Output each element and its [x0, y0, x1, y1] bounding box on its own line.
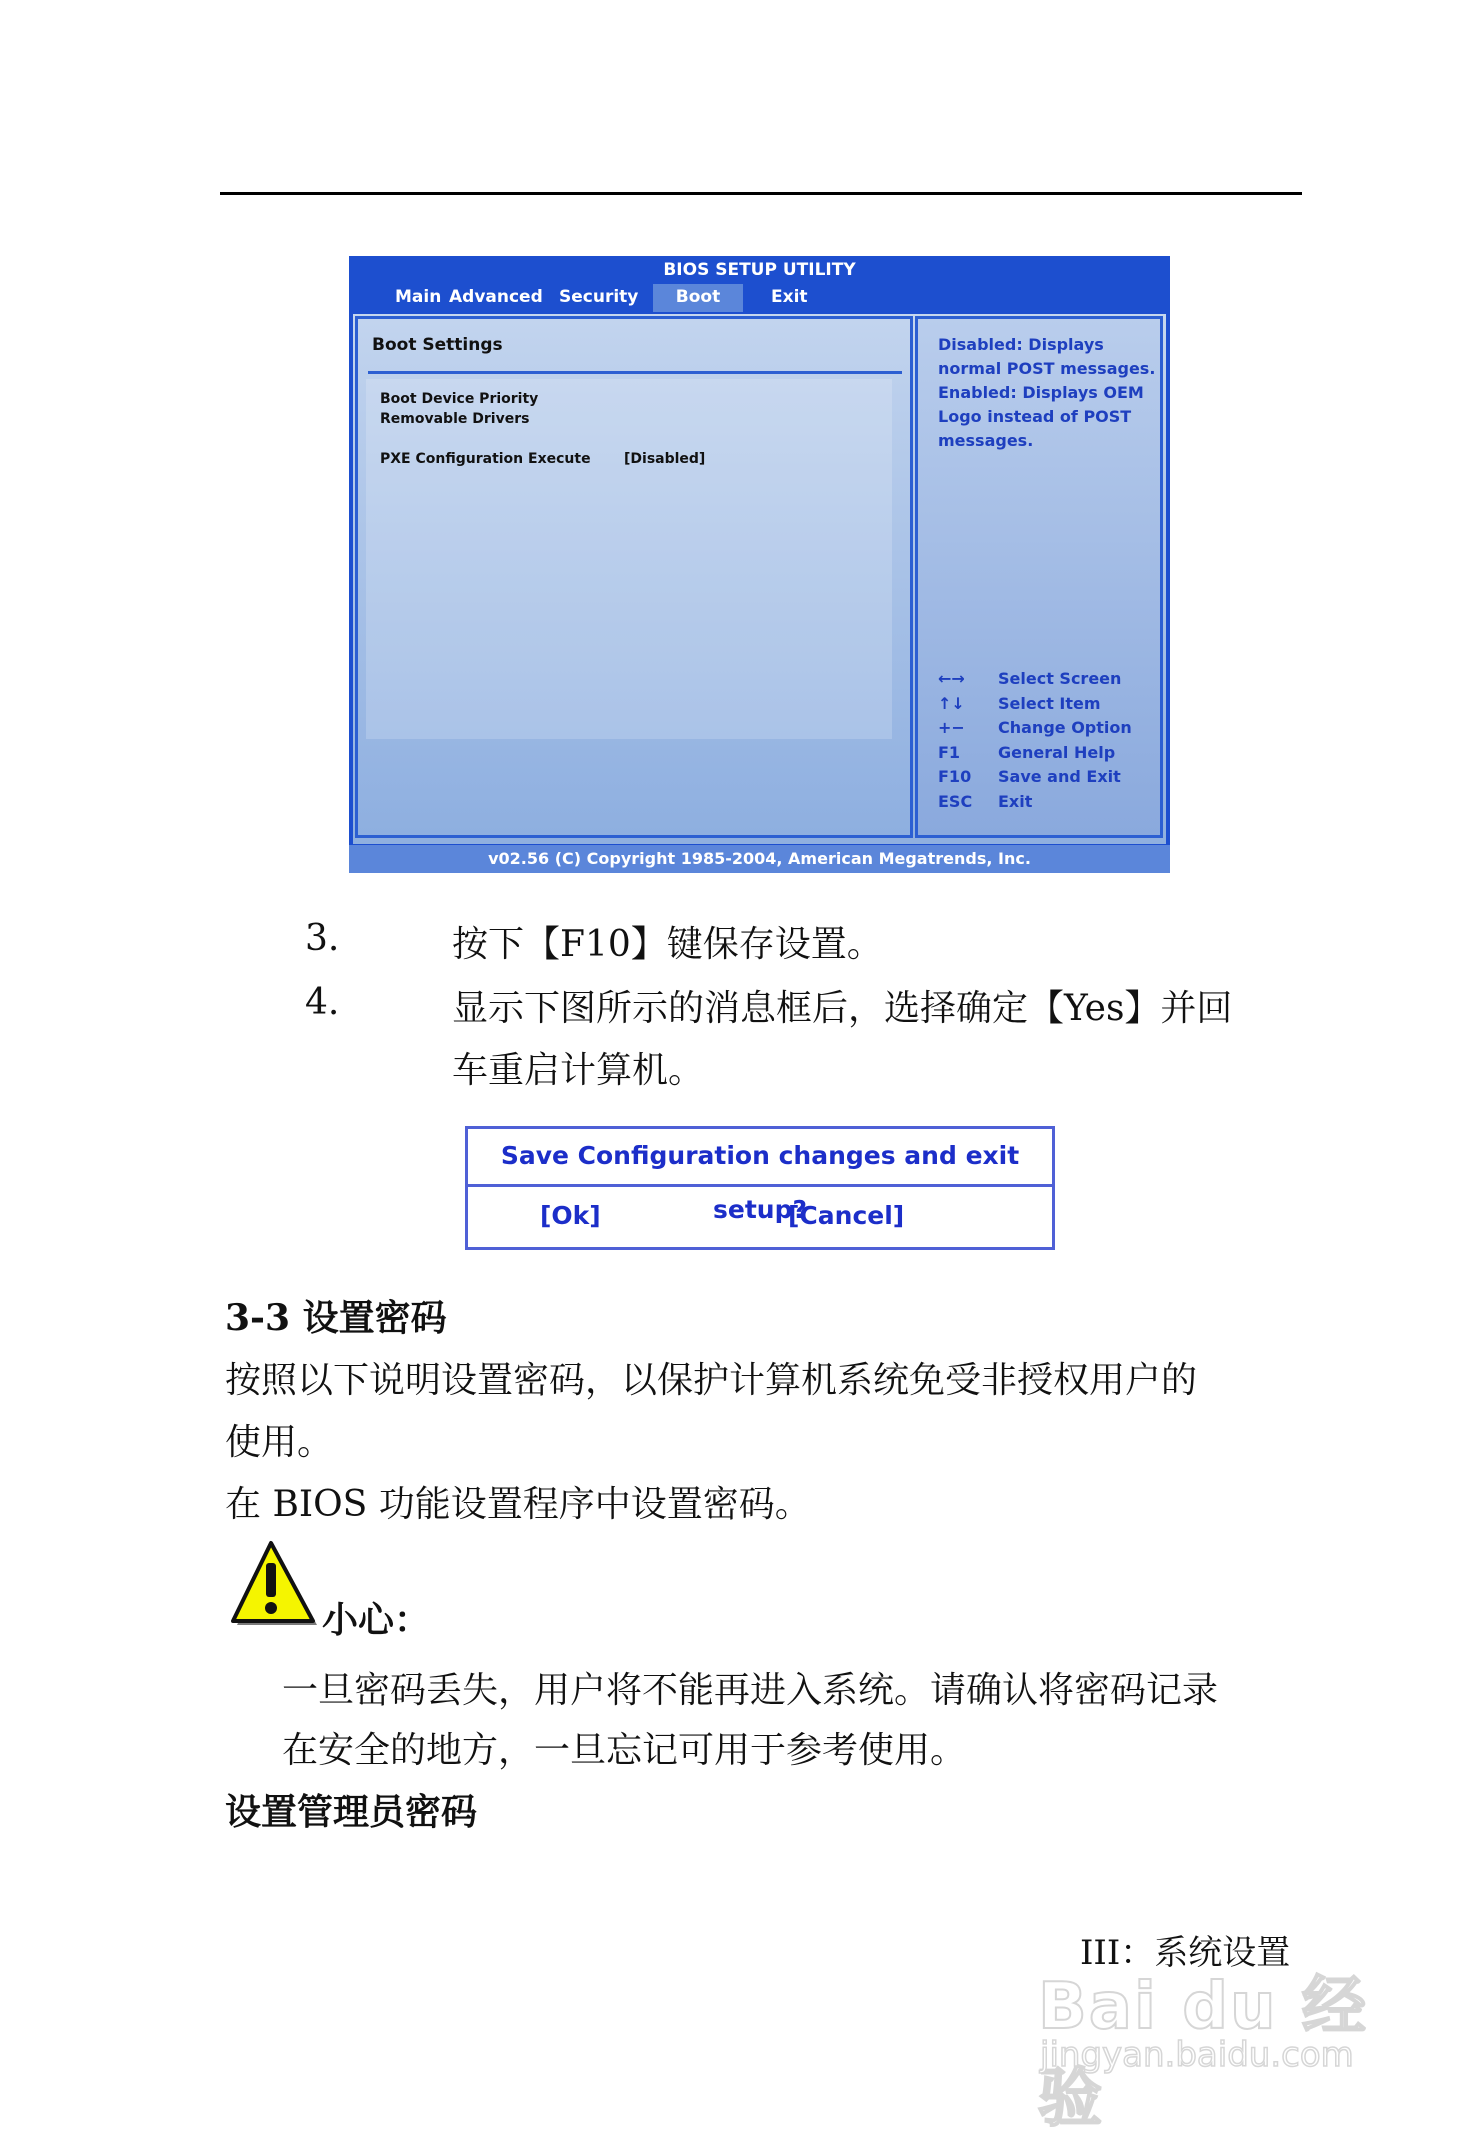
key-row [938, 765, 1132, 790]
bios-help-panel [915, 316, 1163, 838]
key-row [938, 667, 1132, 692]
key-row [938, 716, 1132, 741]
key-code: F10 [938, 767, 972, 787]
key-action: Change Option [998, 718, 1132, 738]
section-line-2: 使用。 [225, 1422, 334, 1463]
caution-label: 小心： [322, 1599, 431, 1641]
pxe-configuration-label[interactable]: PXE Configuration Execute [380, 451, 591, 467]
arrow-up-down-icon: ↑↓ [938, 693, 965, 713]
step-3-text: 按下【F10】键保存设置。 [452, 924, 883, 965]
key-action: Select Screen [998, 669, 1122, 688]
section-heading: 3-3 设置密码 [225, 1297, 447, 1339]
step-4-text: 显示下图所示的消息框后，选择确定【Yes】并回 [452, 988, 1233, 1029]
menu-advanced[interactable]: Advanced [449, 287, 543, 307]
save-exit-dialog [465, 1126, 1055, 1250]
bios-left-panel [355, 316, 913, 838]
key-row [938, 741, 1132, 766]
pxe-configuration-value[interactable]: [Disabled] [624, 451, 706, 467]
help-line: Logo instead of POST [938, 407, 1132, 426]
arrow-left-right-icon: ←→ [938, 669, 965, 688]
bios-menubar [349, 284, 1170, 312]
step-3-number: 3. [305, 918, 340, 959]
help-line: Enabled: Displays OEM [938, 383, 1144, 402]
warning-icon [225, 1537, 317, 1627]
menu-boot[interactable]: Boot [653, 284, 743, 312]
help-line: Disabled: Displays [938, 335, 1104, 354]
subheading-admin-password: 设置管理员密码 [225, 1791, 478, 1833]
removable-drivers[interactable]: Removable Drivers [380, 411, 530, 427]
key-action: General Help [998, 742, 1116, 762]
menu-exit[interactable]: Exit [771, 287, 808, 307]
menu-security[interactable]: Security [559, 287, 639, 307]
bios-left-inner [366, 379, 892, 739]
key-code: ESC [938, 791, 973, 811]
dialog-title: Save Configuration changes and exit setup? [500, 1141, 1020, 1224]
section-line-1: 按照以下说明设置密码，以保护计算机系统免受非授权用户的 [225, 1360, 1198, 1401]
step-4-number: 4. [305, 982, 340, 1023]
top-rule [220, 192, 1302, 195]
key-row [938, 692, 1132, 717]
bios-copyright: v02.56 (C) Copyright 1985-2004, American Megatrends, Inc. [349, 845, 1170, 873]
section-line-3: 在 BIOS 功能设置程序中设置密码。 [225, 1484, 811, 1525]
ok-button[interactable]: [Ok] [540, 1201, 601, 1230]
bios-body [353, 314, 1166, 844]
boot-device-priority[interactable]: Boot Device Priority [380, 391, 539, 407]
key-legend [938, 667, 1132, 815]
key-row [938, 790, 1132, 815]
bios-left-divider [368, 371, 902, 374]
help-line: normal POST messages. [938, 359, 1156, 378]
bios-screenshot [349, 256, 1170, 873]
key-action: Select Item [998, 693, 1101, 713]
dialog-divider [468, 1184, 1052, 1187]
chapter-footer: III：系统设置 [1080, 1933, 1291, 1973]
key-action: Exit [998, 791, 1033, 811]
plus-minus-icon: +− [938, 718, 965, 738]
help-line: messages. [938, 431, 1034, 450]
step-4-text-cont: 车重启计算机。 [452, 1050, 705, 1091]
bios-title: BIOS SETUP UTILITY [349, 256, 1170, 284]
key-action: Save and Exit [998, 767, 1121, 787]
cancel-button[interactable]: [Cancel] [788, 1201, 905, 1230]
caution-line-2: 在安全的地方，一旦忘记可用于参考使用。 [282, 1730, 967, 1771]
watermark-url: jingyan.baidu.com [1040, 2035, 1354, 2075]
menu-main[interactable]: Main [395, 287, 442, 307]
boot-settings-title: Boot Settings [372, 335, 503, 355]
help-text [938, 333, 1158, 453]
baidu-watermark [1032, 1955, 1372, 2136]
caution-line-1: 一旦密码丢失，用户将不能再进入系统。请确认将密码记录 [282, 1670, 1219, 1711]
watermark-main: Bai du 经验 [1038, 1970, 1368, 2136]
key-code: F1 [938, 742, 961, 762]
